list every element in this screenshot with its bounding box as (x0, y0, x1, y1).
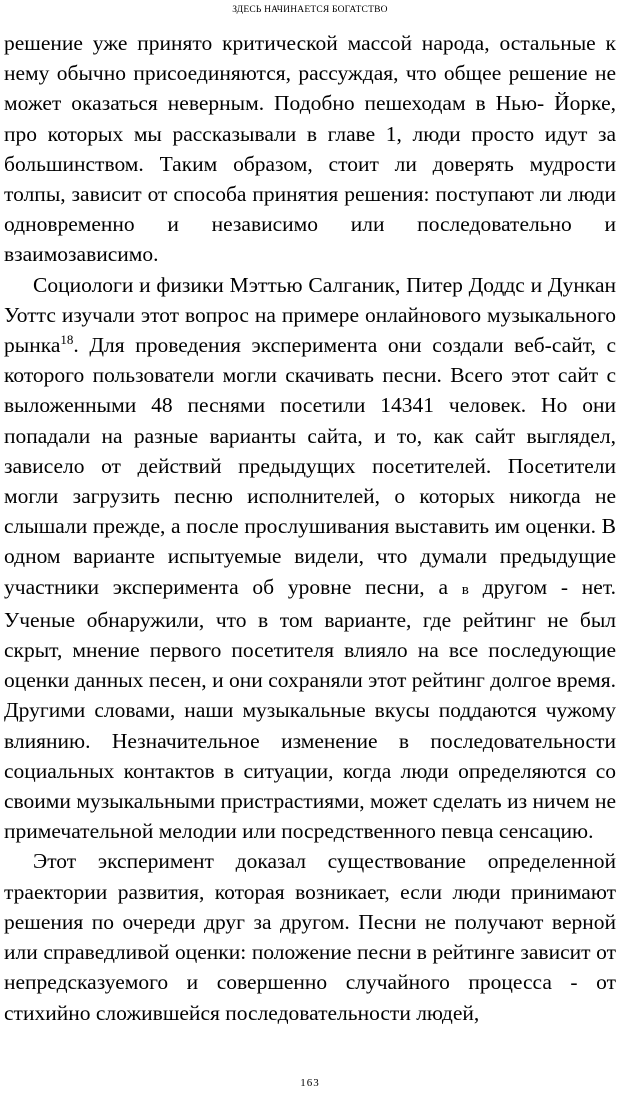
page-number: 163 (300, 1077, 320, 1089)
running-head: ЗДЕСЬ НАЧИНАЕТСЯ БОГАТСТВО (232, 5, 388, 15)
paragraph-experiment-description (4, 270, 616, 847)
footnote-reference: 18 (60, 332, 74, 348)
paragraph-conclusion: Этот эксперимент доказал существование определенной траектории развития, которая возникает, если люди принимают решения по очереди друг за другом. Песни не получают верной или справедливой оценки: положение песни в рейтинге зависит от непредсказуемого и совершенно случайного процесса - от стихийно сложившейся последовательности людей, (4, 849, 616, 1025)
paragraph-text-segment: другом - нет. Ученые обнаружили, что в том варианте, где рейтинг не был скрыт, мнение первого посетителя влияло на все последующие оценки данных песен, и они сохраняли этот рейтинг долгое время. Другими словами, наши музыкальные вкусы поддаются чужому влиянию. Незначительное изменение в последовательности социальных контактов в ситуации, когда люди определяются со своими музыкальными пристрастиями, может сделать из ничем не примечательной мелодии или посредственного певца сенсацию. (4, 574, 617, 844)
small-preposition: в (461, 581, 469, 598)
paragraph-text-segment: Социологи и физики Мэттью Салганик, Питер Доддс и Дункан Уоттс изучали этот вопрос на примере онлайнового музыкального рынка (4, 272, 616, 358)
body-text (4, 28, 616, 1028)
paragraph-continuation: решение уже принято критической массой народа, остальные к нему обычно присоединяются, рассуждая, что общее решение не может оказаться неверным. Подобно пешеходам в Нью- Йорке, про которых мы рассказывали в главе 1, люди просто идут за большинством. Таким образом, стоит ли доверять мудрости толпы, зависит от способа принятия решения: поступают ли люди одновременно и независимо или последовательно и взаимозависимо. (4, 31, 616, 267)
paragraph-text-segment: . Для проведения эксперимента они создали веб-сайт, с которого пользователи могли скачивать песни. Всего этот сайт с выложенными 48 песнями посетили 14341 человек. Но они попадали на разные варианты сайта, и то, как сайт выглядел, зависело от действий предыдущих посетителей. Посетители могли загрузить песню исполнителей, о которых никогда не слышали прежде, а после прослушивания выставить им оценки. В одном варианте испытуемые видели, что думали предыдущие участники эксперимента об уровне песни, а (4, 333, 616, 599)
